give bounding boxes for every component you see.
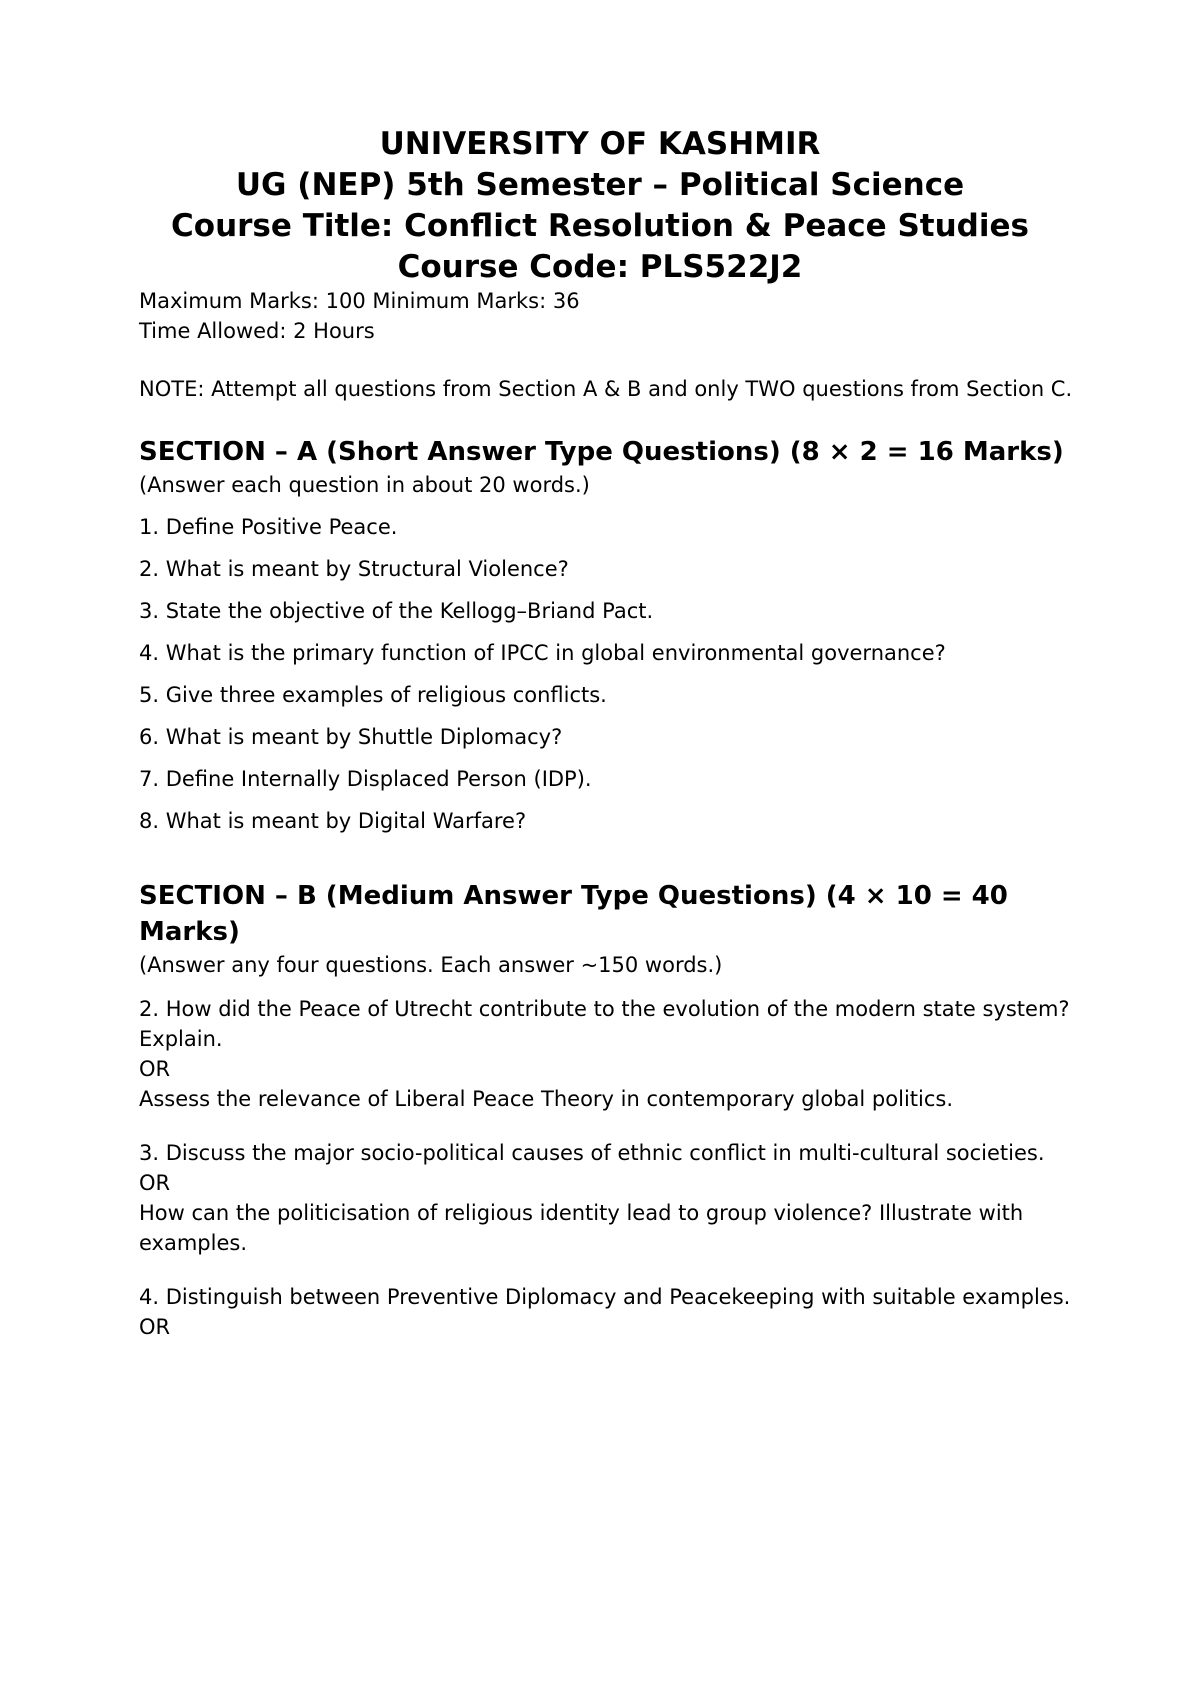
section-b-questions [139, 994, 1079, 1342]
question-item: 5. Give three examples of religious conflicts. [139, 683, 607, 707]
question-item: 3. State the objective of the Kellogg–Briand Pact. [139, 599, 654, 623]
question-main: 2. How did the Peace of Utrecht contribute to the evolution of the modern state system? Explain. [139, 997, 1070, 1051]
or-label: OR [139, 1057, 171, 1081]
question-group [139, 1138, 1079, 1258]
question-alternative: Assess the relevance of Liberal Peace Theory in contemporary global politics. [139, 1087, 954, 1111]
section-a-title: SECTION – A (Short Answer Type Questions) (8 × 2 = 16 Marks) [139, 437, 1064, 467]
time-allowed: Time Allowed: 2 Hours [139, 319, 375, 343]
exam-content [139, 286, 1079, 1366]
question-item: 7. Define Internally Displaced Person (IDP). [139, 767, 592, 791]
or-label: OR [139, 1171, 171, 1195]
question-item: 1. Define Positive Peace. [139, 515, 398, 539]
exam-header [0, 124, 1200, 288]
university-name: UNIVERSITY OF KASHMIR [379, 126, 821, 162]
question-group [139, 994, 1079, 1114]
question-group [139, 1282, 1079, 1342]
section-b [139, 878, 1079, 1342]
program-line: UG (NEP) 5th Semester – Political Science [235, 167, 965, 203]
marks-info: Maximum Marks: 100 Minimum Marks: 36 [139, 289, 580, 313]
course-code: Course Code: PLS522J2 [397, 249, 803, 285]
section-a-questions [139, 512, 1079, 836]
section-a-instruction: (Answer each question in about 20 words.) [139, 473, 590, 497]
question-item: 6. What is meant by Shuttle Diplomacy? [139, 725, 563, 749]
or-label: OR [139, 1315, 171, 1339]
question-item: 2. What is meant by Structural Violence? [139, 557, 569, 581]
section-b-title: SECTION – B (Medium Answer Type Questions) (4 × 10 = 40 Marks) [139, 881, 1008, 947]
exam-note: NOTE: Attempt all questions from Section A & B and only TWO questions from Section C. [139, 377, 1073, 401]
course-title: Course Title: Conflict Resolution & Peace Studies [171, 208, 1029, 244]
section-a [139, 434, 1079, 836]
question-main: 3. Discuss the major socio-political causes of ethnic conflict in multi-cultural societies. [139, 1141, 1045, 1165]
question-item: 8. What is meant by Digital Warfare? [139, 809, 527, 833]
question-item: 4. What is the primary function of IPCC in global environmental governance? [139, 641, 946, 665]
question-main: 4. Distinguish between Preventive Diplomacy and Peacekeeping with suitable examples. [139, 1285, 1071, 1309]
section-b-instruction: (Answer any four questions. Each answer ~150 words.) [139, 953, 723, 977]
question-alternative: How can the politicisation of religious identity lead to group violence? Illustrate with examples. [139, 1201, 1024, 1255]
